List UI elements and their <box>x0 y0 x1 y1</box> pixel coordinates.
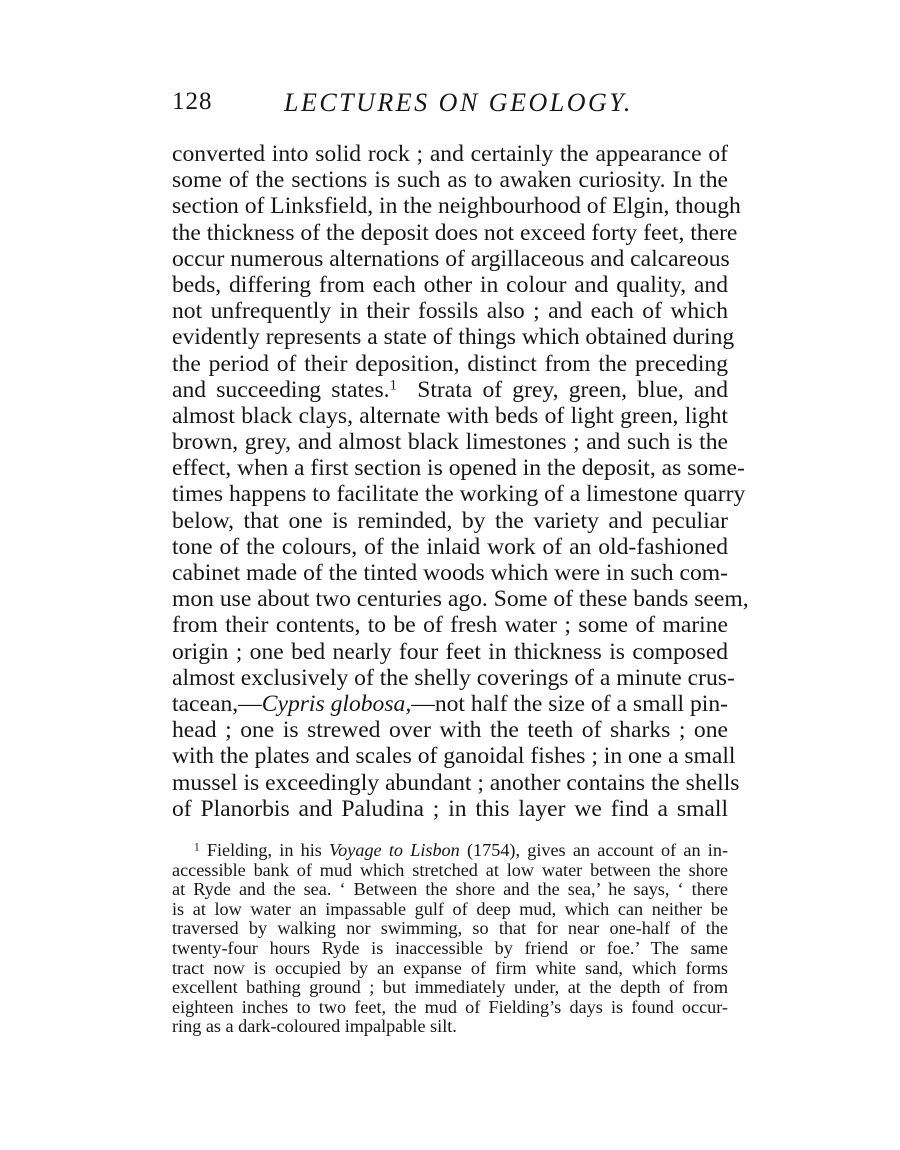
text-line: almost exclusively of the shelly coverings of a minute crus- <box>172 664 735 691</box>
text-line: head ; one is strewed over with the teeth of sharks ; one <box>172 717 728 744</box>
text-segment: and succeeding states. <box>172 376 390 403</box>
text-line: with the plates and scales of ganoidal fishes ; in one a small <box>172 743 736 770</box>
text-segment: Strata of grey, green, blue, and <box>396 376 728 403</box>
text-line: mon use about two centuries ago. Some of these bands seem, <box>172 586 749 613</box>
text-line: origin ; one bed nearly four feet in thickness is composed <box>172 638 728 665</box>
text-line: brown, grey, and almost black limestones ; and such is the <box>172 429 728 456</box>
text-line: times happens to facilitate the working of a limestone quarry <box>172 481 746 508</box>
footnote-line: ring as a dark-coloured impalpable silt. <box>172 1016 457 1037</box>
text-line: not unfrequently in their fossils also ; and each of which <box>172 298 728 325</box>
text-segment: Fielding, in his <box>199 840 330 860</box>
text-segment: tacean,— <box>172 690 262 717</box>
text-line: of Planorbis and Paludina ; in this layer we find a small <box>172 795 728 822</box>
text-line: from their contents, to be of fresh water ; some of marine <box>172 612 728 639</box>
species-name: Cypris globosa, <box>261 690 412 717</box>
footnote-line: eighteen inches to two feet, the mud of Fielding’s days is found occur- <box>172 996 728 1017</box>
main-text <box>172 141 749 822</box>
footnote-reference: 1 <box>389 377 397 394</box>
text-line: section of Linksfield, in the neighbourhood of Elgin, though <box>172 193 741 220</box>
text-line: converted into solid rock ; and certainly the appearance of <box>172 141 728 167</box>
footnote-marker: 1 <box>194 841 200 854</box>
text-line: almost black clays, alternate with beds of light green, light <box>172 402 728 429</box>
book-title: Voyage to Lisbon <box>329 840 460 860</box>
page-header <box>172 88 732 128</box>
text-line: occur numerous alternations of argillaceous and calcareous <box>172 245 730 272</box>
text-segment: (1754), gives an account of an in- <box>459 840 728 860</box>
footnote-line: excellent bathing ground ; but immediately under, at the depth of from <box>172 977 728 998</box>
text-segment: —not half the size of a small pin- <box>411 690 729 717</box>
footnote-line: is at low water an impassable gulf of deep mud, which can neither be <box>172 898 728 919</box>
text-line <box>172 377 728 403</box>
text-line: below, that one is reminded, by the variety and peculiar <box>172 507 728 534</box>
footnote-line <box>172 841 728 861</box>
page-number: 128 <box>172 88 213 115</box>
footnote-block <box>172 841 728 1037</box>
text-line: cabinet made of the tinted woods which were in such com- <box>172 560 728 586</box>
footnote-line: accessible bank of mud which stretched at low water between the shore <box>172 859 728 880</box>
text-line: beds, differing from each other in colour and quality, and <box>172 271 728 298</box>
footnote-line: twenty-four hours Ryde is inaccessible by friend or foe.’ The same <box>172 937 728 958</box>
text-line: the period of their deposition, distinct from the preceding <box>172 350 728 377</box>
text-line: tone of the colours, of the inlaid work of an old-fashioned <box>172 533 728 560</box>
text-line: the thickness of the deposit does not exceed forty feet, there <box>172 219 738 246</box>
footnote-line: tract now is occupied by an expanse of firm white sand, which forms <box>172 957 728 978</box>
text-line: evidently represents a state of things which obtained during <box>172 324 735 351</box>
text-line: mussel is exceedingly abundant ; another contains the shells <box>172 769 740 796</box>
running-title: LECTURES ON GEOLOGY. <box>284 88 633 117</box>
footnote-line: traversed by walking nor swimming, so that for near one-half of the <box>172 918 728 939</box>
text-line: some of the sections is such as to awaken curiosity. In the <box>172 167 728 194</box>
text-line: effect, when a first section is opened in the deposit, as some- <box>172 455 745 482</box>
footnote-line: at Ryde and the sea. ‘ Between the shore and the sea,’ he says, ‘ there <box>172 879 728 900</box>
text-line <box>172 691 728 717</box>
